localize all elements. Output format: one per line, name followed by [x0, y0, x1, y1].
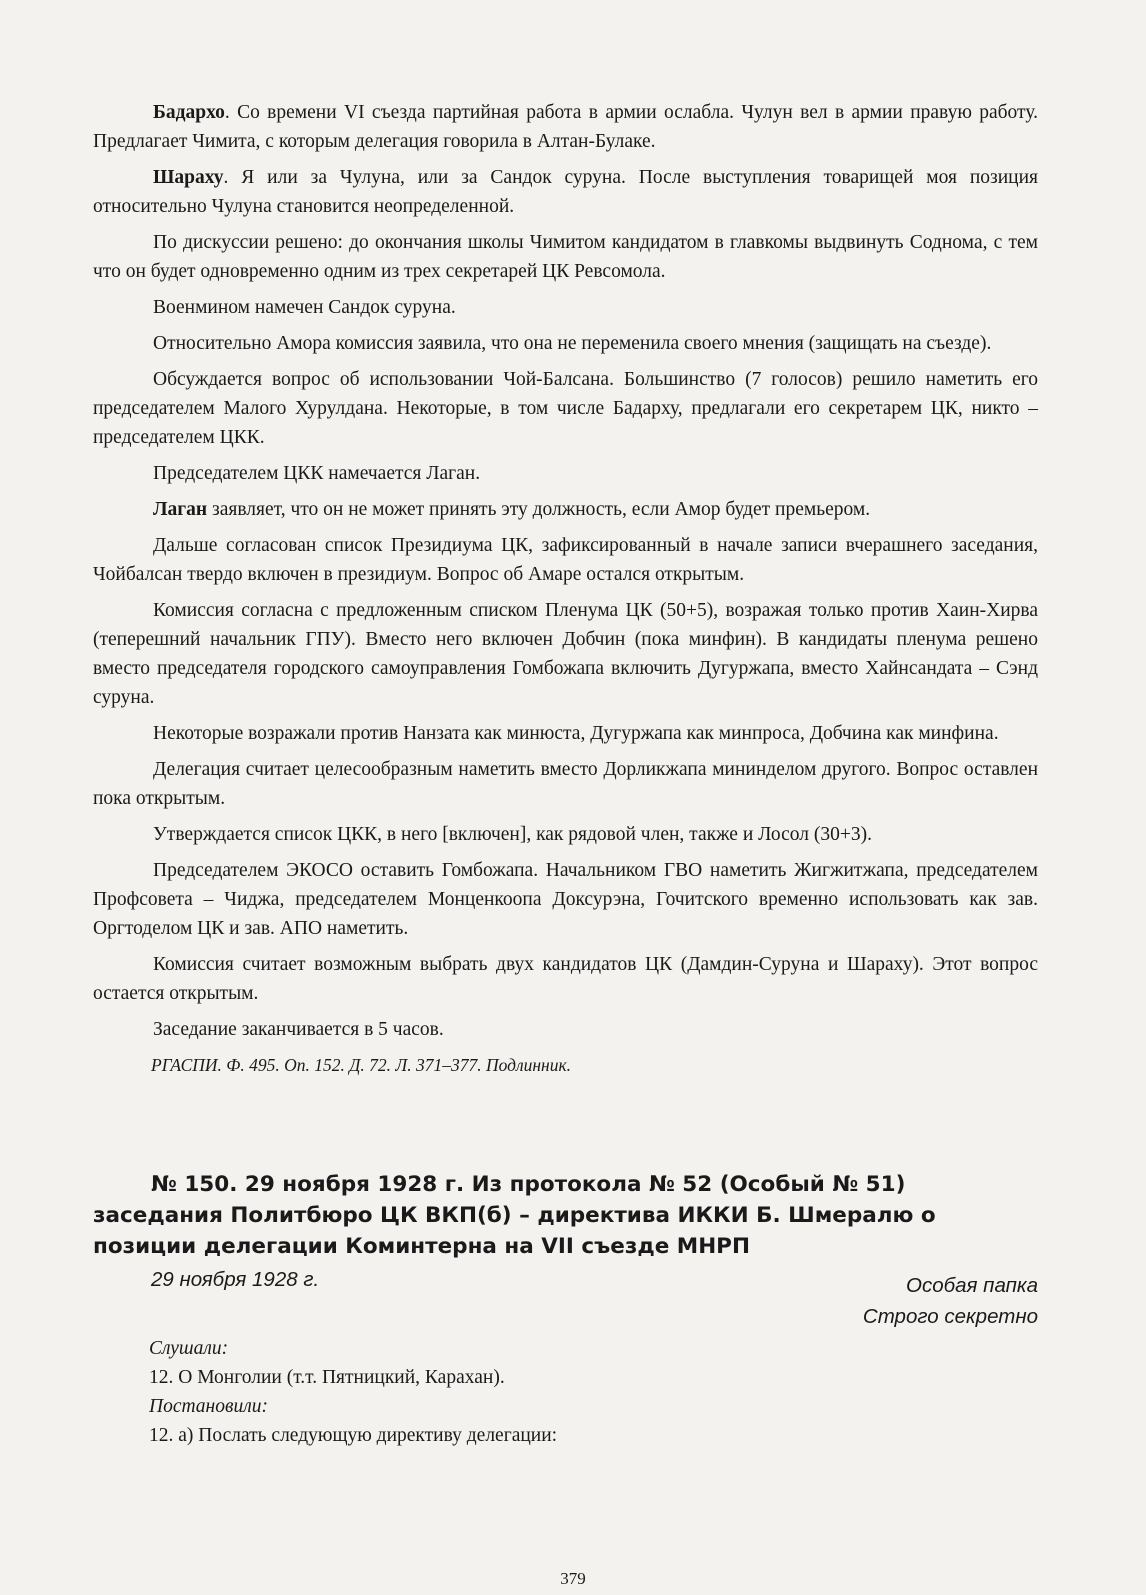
paragraph-text: . Со времени VI съезда партийная работа в армии ослабла. Чулун вел в армии правую работу. Предлагает Чимита, с которым делегация говорила в Алтан-Булаке.: [93, 102, 1038, 152]
heard-label: Слушали:: [149, 1338, 229, 1359]
paragraph-text: Военмином намечен Сандок суруна.: [153, 297, 456, 318]
paragraph: [93, 329, 1038, 358]
paragraph: [93, 755, 1038, 813]
classification-stamp: [863, 1270, 1038, 1332]
classification-folder: Особая папка: [906, 1274, 1038, 1297]
classification-secret: Строго секретно: [862, 1305, 1038, 1328]
paragraph: [93, 293, 1038, 322]
paragraph-text: Делегация считает целесообразным наметить вместо Дорликжапа мининделом другого. Вопрос оставлен пока открытым.: [93, 759, 1038, 809]
paragraph-text: Заседание заканчивается в 5 часов.: [153, 1019, 444, 1040]
document-title: № 150. 29 ноября 1928 г. Из протокола № 52 (Особый № 51) заседания Политбюро ЦК ВКП(б) – директива ИККИ Б. Шмералю о позиции делегации Коминтерна на VII съезде МНРП: [93, 1172, 936, 1259]
resolved-item: 12. а) Послать следующую директиву делегации:: [149, 1425, 558, 1446]
paragraph-text: Утверждается список ЦКК, в него [включен], как рядовой член, также и Лосол (30+3).: [153, 824, 872, 845]
paragraph: [93, 596, 1038, 712]
paragraph: [93, 98, 1038, 156]
paragraph: [93, 820, 1038, 849]
paragraph: [93, 459, 1038, 488]
heard-item: 12. О Монголии (т.т. Пятницкий, Карахан).: [149, 1367, 505, 1388]
paragraph: [93, 719, 1038, 748]
paragraph: [93, 531, 1038, 589]
paragraph: [93, 1015, 1038, 1044]
speaker-name: Шараху: [153, 167, 224, 188]
paragraph: [93, 495, 1038, 524]
paragraph-text: заявляет, что он не может принять эту должность, если Амор будет премьером.: [207, 499, 871, 520]
paragraph-text: Комиссия считает возможным выбрать двух кандидатов ЦК (Дамдин-Суруна и Шараху). Этот вопрос остается открытым.: [93, 954, 1038, 1004]
paragraph: [93, 163, 1038, 221]
paragraph: [93, 856, 1038, 943]
page-body: [93, 98, 1038, 1078]
page-number: 379: [560, 1569, 586, 1588]
paragraph-text: . Я или за Чулуна, или за Сандок суруна. После выступления товарищей моя позиция относительно Чулуна становится неопределенной.: [93, 167, 1038, 217]
paragraph-text: Некоторые возражали против Нанзата как минюста, Дугуржапа как минпроса, Добчина как минфина.: [153, 723, 999, 744]
paragraph-text: Дальше согласован список Президиума ЦК, зафиксированный в начале записи вчерашнего заседания, Чойбалсан твердо включен в президиум. Вопрос об Амаре остался открытым.: [93, 535, 1038, 585]
speaker-name: Лаган: [153, 499, 208, 520]
archive-source: РГАСПИ. Ф. 495. Оп. 152. Д. 72. Л. 371–377. Подлинник.: [151, 1055, 572, 1075]
paragraph-text: Комиссия согласна с предложенным списком Пленума ЦК (50+5), возражая только против Хаин-Хирва (теперешний начальник ГПУ). Вместо него включен Добчин (пока минфин). В кандидаты пленума решено вместо председателя городского самоуправления Гомбожапа включить Дугуржапа, вместо Хайнсандата – Сэнд суруна.: [93, 600, 1038, 708]
paragraph-text: По дискуссии решено: до окончания школы Чимитом кандидатом в главкомы выдвинуть Содномa, с тем что он будет одновременно одним из трех секретарей ЦК Ревсомола.: [93, 232, 1038, 282]
resolved-label: Постановили:: [149, 1396, 268, 1417]
paragraph-text: Председателем ЦКК намечается Лаган.: [153, 463, 481, 484]
minutes-text: [93, 98, 1038, 1044]
paragraph: [93, 228, 1038, 286]
paragraph: [93, 365, 1038, 452]
protocol-section: [149, 1334, 1029, 1450]
document-date: 29 ноября 1928 г.: [151, 1268, 320, 1291]
paragraph-text: Председателем ЭКОСО оставить Гомбожапа. Начальником ГВО наметить Жигжитжапа, председателем Профсовета – Чиджа, председателем Монценкоопа Доксурэна, Гочитского временно использовать как зав. Оргтоделом ЦК и зав. АПО наметить.: [93, 860, 1038, 939]
speaker-name: Бадархо: [153, 102, 225, 123]
paragraph-text: Обсуждается вопрос об использовании Чой-Балсана. Большинство (7 голосов) решило наметить его председателем Малого Хурулдана. Некоторые, в том числе Бадарху, предлагали его секретарем ЦК, никто – председателем ЦКК.: [93, 369, 1038, 448]
paragraph: [93, 950, 1038, 1008]
paragraph-text: Относительно Амора комиссия заявила, что она не переменила своего мнения (защищать на съезде).: [153, 333, 992, 354]
